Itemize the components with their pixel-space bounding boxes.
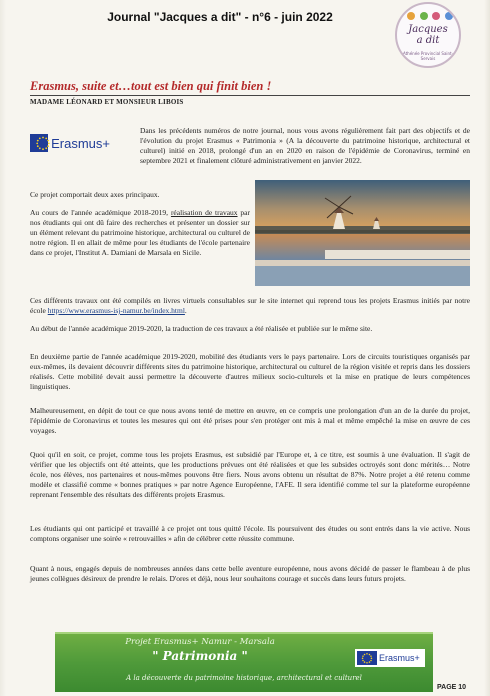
erasmus-website-link[interactable]: https://www.erasmus-isj-namur.be/index.html [47,306,185,315]
paragraph-mobility: En deuxième partie de l'année académique 2019-2020, mobilité des étudiants vers le pays partenaire. Lors de circuits touristiques organisés par eux-mêmes, ils devaient découvrir différents sites du patrimoine historique, architectural ou culturel de la région visitée et repris dans les dossiers réalisés. Cette mobilité devait aussi permettre la découverte d'autres milieux socio-culturels et la mise en pratique de leurs compétences linguistiques. [30,352,470,391]
banner-title: " Patrimonia " [152,649,248,663]
banner-project-line: Projet Erasmus+ Namur - Marsala [125,637,275,647]
page-number: PAGE 10 [437,684,467,691]
paragraph-first-axis-end: par nos étudiants qui ont dû faire des recherches et présenter un dossier sur un élément relevant du patrimoine historique, architectural ou culturel de notre région. Il en allait de même pour les étudiants de l'école partenaire dans ce projet, l'Institut A. Damiani de Marsala en Sicile. [30,208,250,257]
title-divider [30,95,470,96]
paragraph-first-axis [30,208,250,258]
logo-dot [407,12,415,20]
erasmus-logo-text: Erasmus+ [51,135,110,151]
journal-logo [395,2,461,68]
paragraph-first-axis-highlight: réalisation de travaux [170,208,238,217]
paragraph-evaluation: Quoi qu'il en soit, ce projet, comme tous les projets Erasmus, est subsidié par l'Europe et, à ce titre, est soumis à une évaluation. Il s'agit de vérifier que les objectifs ont été atteints, que les productions prévues ont été réalisées et que les subsides octroyés sont donc mérités… Notre école, nos élèves, nos partenaires et nous-mêmes pouvons être fiers. Nous avons obtenu un résultat de 87%. Notre projet a été retenu comme modèle et classifié comme « bonnes pratiques » par notre Agence Européenne, l'AFE. Il sera identifié comme tel sur la plateforme européenne reprenant l'ensemble des résultats des différents projets Erasmus. [30,450,470,499]
patrimonia-banner [55,632,433,692]
banner-subtitle: A la découverte du patrimoine historique, architectural et culturel [126,674,362,682]
paragraph-virtual-books-end: . [184,306,187,315]
bleed-through-text [360,75,485,85]
paragraph-virtual-books-text: Ces différents travaux ont été compilés en livres virtuels consultables sur le site internet qui reprend tous les projets Erasmus initiés par notre école [30,296,470,315]
banner-eu-flag-icon [357,651,377,665]
logo-dot [420,12,428,20]
article-title: Erasmus, suite et…tout est bien qui finit bien ! [30,79,272,93]
eu-flag-icon [30,134,48,152]
paragraph-two-axes: Ce projet comportait deux axes principaux. [30,190,160,199]
paragraph-virtual-books [30,296,470,316]
logo-line1: Jacques [408,24,448,35]
article-authors: MADAME LÉONARD ET MONSIEUR LIBOIS [30,98,184,106]
paragraph-students: Les étudiants qui ont participé et travaillé à ce projet ont tous quitté l'école. Ils poursuivent des études ou sont entrés dans la vie active. Nous comptons organiser une soirée « retrouvailles » afin de célébrer cette réussite commune. [30,524,470,543]
logo-dots [407,12,453,22]
logo-dot [432,12,440,20]
logo-tagline: Athénée Provincial Saint-Servais [402,51,454,61]
marsala-salt-pans-photo [255,180,470,286]
paragraph-pandemic: Malheureusement, en dépit de tout ce que nous avons tenté de mettre en œuvre, en ce compris une prolongation d'un an de la durée du projet, l'épidémie de Coronavirus et toutes les mesures qui ont été prises pour s'en protéger ont mis à mal et même empêché la mise en œuvre de ces voyages. [30,406,470,435]
paragraph-intro [140,126,470,166]
paragraph-intro-text: Dans les précédents numéros de notre journal, nous vous avons régulièrement fait part des objectifs et de l'évolution du projet Erasmus « Patrimonia » (A la découverte du patrimoine historique, architectural et culturel) initié en 2018, prolongé d'un an en 2020 en raison de l'épidémie de Coronavirus, terminé en septembre 2021 et finalement clôturé administrativement en janvier 2022. [140,126,470,165]
paragraph-translation: Au début de l'année académique 2019-2020, la traduction de ces travaux a été réalisée et publiée sur le même site. [30,324,373,333]
banner-erasmus-logo-text: Erasmus+ [379,653,420,663]
banner-erasmus-logo [355,649,425,667]
erasmus-logo [30,132,110,154]
logo-dot [445,12,453,20]
paragraph-conclusion: Quant à nous, engagés depuis de nombreuses années dans cette belle aventure européenne, nous avons décidé de passer le flambeau à de plus jeunes collègues désireux de prendre le relais. D'ores et déjà, nous leur souhaitons courage et succès dans leurs futurs projets. [30,564,470,583]
journal-header-title: Journal "Jacques a dit" - n°6 - juin 2022 [107,10,333,24]
paragraph-first-axis-start: Au cours de l'année académique 2018-2019, [30,208,171,217]
logo-line2: a dit [416,35,440,46]
